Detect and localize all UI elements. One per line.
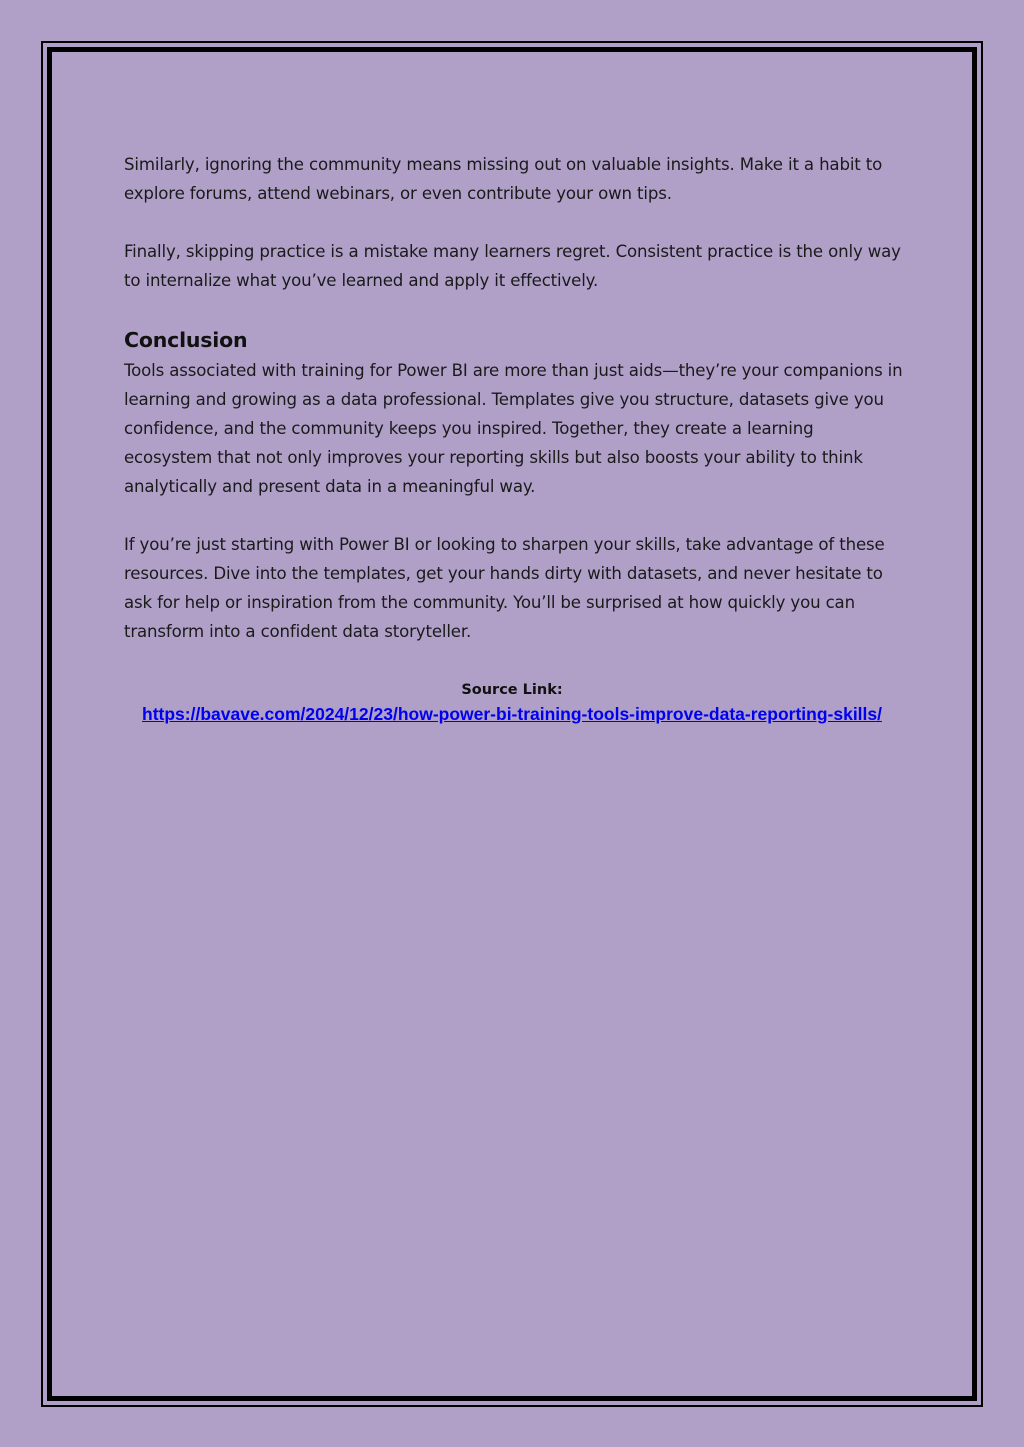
paragraph-practice: Finally, skipping practice is a mistake many learners regret. Consistent practice is the only way to internalize what you’ve learned and apply it effectively. bbox=[124, 242, 901, 290]
document-body bbox=[124, 150, 904, 675]
conclusion-heading: Conclusion bbox=[124, 328, 248, 352]
paragraph-community: Similarly, ignoring the community means missing out on valuable insights. Make it a habit to explore forums, attend webinars, or even contribute your own tips. bbox=[124, 155, 883, 203]
paragraph-conclusion-2: If you’re just starting with Power BI or looking to sharpen your skills, take advantage of these resources. Dive into the templates, get your hands dirty with datasets, and never hesitate to ask for help or inspiration from the community. You’ll be surprised at how quickly you can transform into a confident data storyteller. bbox=[124, 535, 885, 641]
source-block bbox=[124, 678, 900, 727]
paragraph-conclusion-1: Tools associated with training for Power BI are more than just aids—they’re your companions in learning and growing as a data professional. Templates give you structure, datasets give you confidence, and the community keeps you inspired. Together, they create a learning ecosystem that not only improves your reporting skills but also boosts your ability to think analytically and present data in a meaningful way. bbox=[124, 361, 903, 496]
source-label: Source Link: bbox=[461, 682, 563, 698]
source-link[interactable]: https://bavave.com/2024/12/23/how-power-bi-training-tools-improve-data-reporting-skills/ bbox=[142, 704, 882, 724]
